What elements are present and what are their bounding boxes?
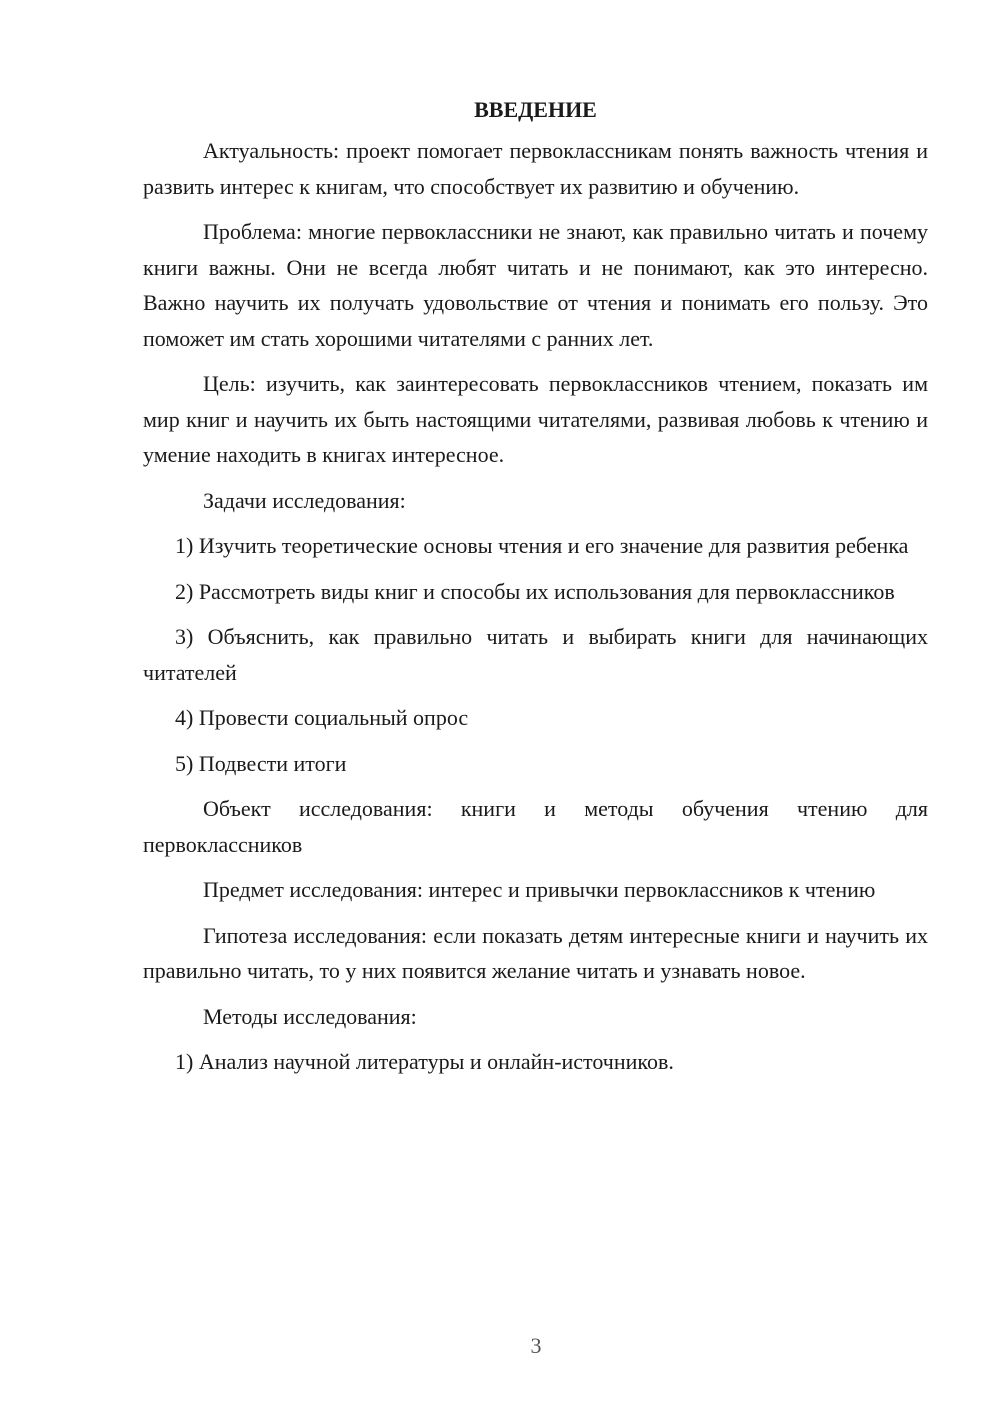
task-item: 1) Изучить теоретические основы чтения и его значение для развития ребенка — [175, 533, 909, 558]
subject-paragraph: Предмет исследования: интерес и привычки первоклассников к чтению — [203, 877, 876, 902]
task-item: 5) Подвести итоги — [175, 750, 347, 776]
methods-heading: Методы исследования: — [203, 1003, 417, 1029]
relevance-paragraph: Актуальность: проект помогает первоклассникам понять важность чтения и развить интерес к книгам, что способствует их развитию и обучению. — [143, 138, 928, 199]
page-number: 3 — [530, 1333, 542, 1358]
method-item: 1) Анализ научной литературы и онлайн-источников. — [175, 1049, 674, 1074]
object-paragraph: Объект исследования: книги и методы обучения чтению для первоклассников — [143, 796, 928, 857]
task-item: 3) Объяснить, как правильно читать и выбирать книги для начинающих читателей — [143, 624, 928, 685]
task-item: 4) Провести социальный опрос — [175, 705, 469, 730]
hypothesis-paragraph: Гипотеза исследования: если показать детям интересные книги и научить их правильно читать, то у них появится желание читать и узнавать новое. — [143, 922, 928, 983]
task-item: 2) Рассмотреть виды книг и способы их использования для первоклассников — [175, 578, 895, 604]
page-content — [143, 92, 928, 1090]
tasks-heading: Задачи исследования: — [203, 487, 406, 513]
goal-paragraph: Цель: изучить, как заинтересовать первоклассников чтением, показать им мир книг и научить их быть настоящими читателями, развивая любовь к чтению и умение находить в книгах интересное. — [143, 371, 928, 467]
section-title: ВВЕДЕНИЕ — [474, 97, 597, 122]
problem-paragraph: Проблема: многие первоклассники не знают, как правильно читать и почему книги важны. Они не всегда любят читать и не понимают, как это интересно. Важно научить их получать удовольствие от чтения и понимать его пользу. Это поможет им стать хорошими читателями с ранних лет. — [143, 219, 928, 351]
